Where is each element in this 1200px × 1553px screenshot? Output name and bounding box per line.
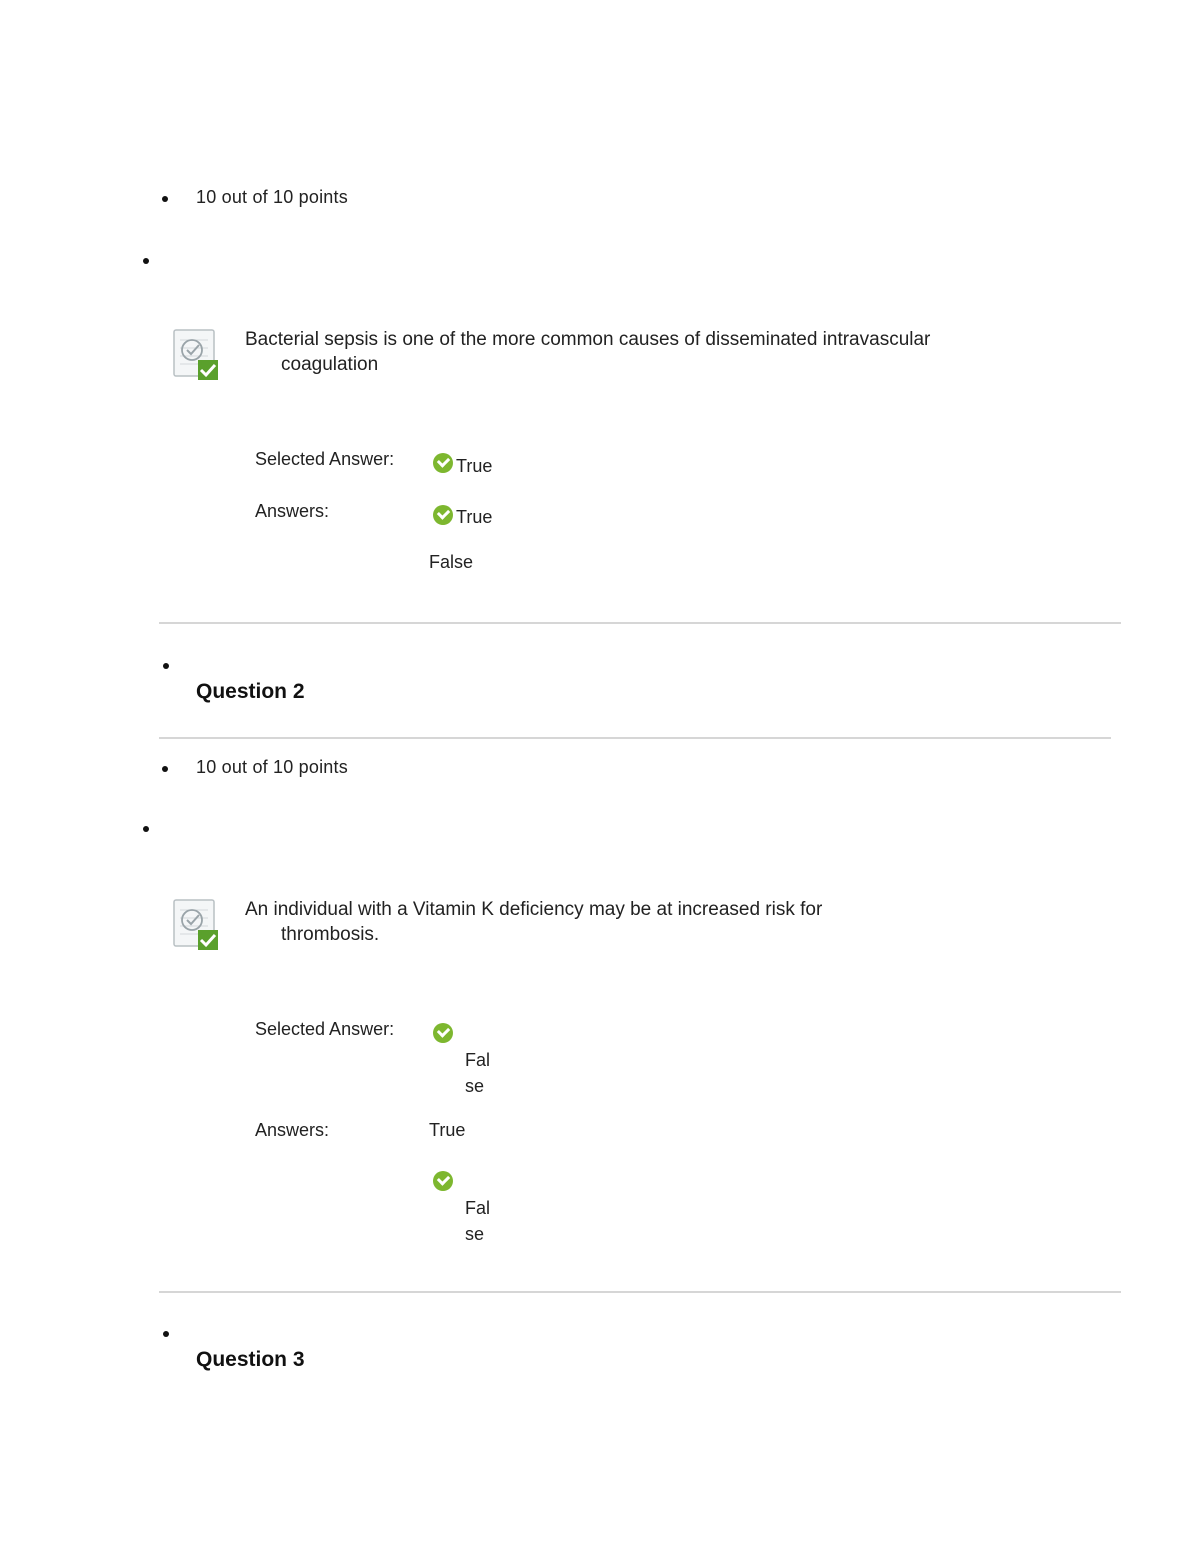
- answer-option: False: [465, 1198, 491, 1244]
- selected-answer-value: True: [456, 456, 493, 476]
- answer-option: True: [456, 507, 493, 527]
- answer-option: True: [429, 1120, 466, 1140]
- question-text-line: An individual with a Vitamin K deficiency may be at increased risk for: [245, 899, 823, 920]
- list-bullet: [143, 826, 149, 832]
- list-bullet: [143, 258, 149, 264]
- divider: [159, 737, 1111, 739]
- question-title: Question 3: [196, 1348, 305, 1371]
- list-bullet: [162, 766, 168, 772]
- selected-answer-value: False: [465, 1050, 491, 1096]
- selected-answer-label: Selected Answer:: [255, 1019, 395, 1039]
- question-text: [245, 897, 1005, 947]
- divider: [159, 1291, 1121, 1293]
- divider: [159, 622, 1121, 624]
- list-bullet: [163, 663, 169, 669]
- check-circle-icon: [433, 505, 453, 525]
- list-bullet: [163, 1331, 169, 1337]
- answers-label: Answers:: [255, 501, 330, 521]
- question-text-line: Bacterial sepsis is one of the more common causes of disseminated intravascular: [245, 329, 931, 350]
- graded-correct-document-icon: [172, 898, 220, 952]
- question-text-line: coagulation: [281, 354, 379, 375]
- question-text: [245, 327, 1005, 377]
- points-score: 10 out of 10 points: [196, 757, 348, 777]
- selected-answer-label: Selected Answer:: [255, 449, 395, 469]
- graded-correct-document-icon: [172, 328, 220, 382]
- question-text-line: thrombosis.: [281, 924, 380, 945]
- answer-option: False: [429, 552, 474, 572]
- check-circle-icon: [433, 453, 453, 473]
- list-bullet: [162, 196, 168, 202]
- points-score: 10 out of 10 points: [196, 187, 348, 207]
- check-circle-icon: [433, 1171, 453, 1191]
- answers-label: Answers:: [255, 1120, 330, 1140]
- check-circle-icon: [433, 1023, 453, 1043]
- question-title: Question 2: [196, 680, 305, 703]
